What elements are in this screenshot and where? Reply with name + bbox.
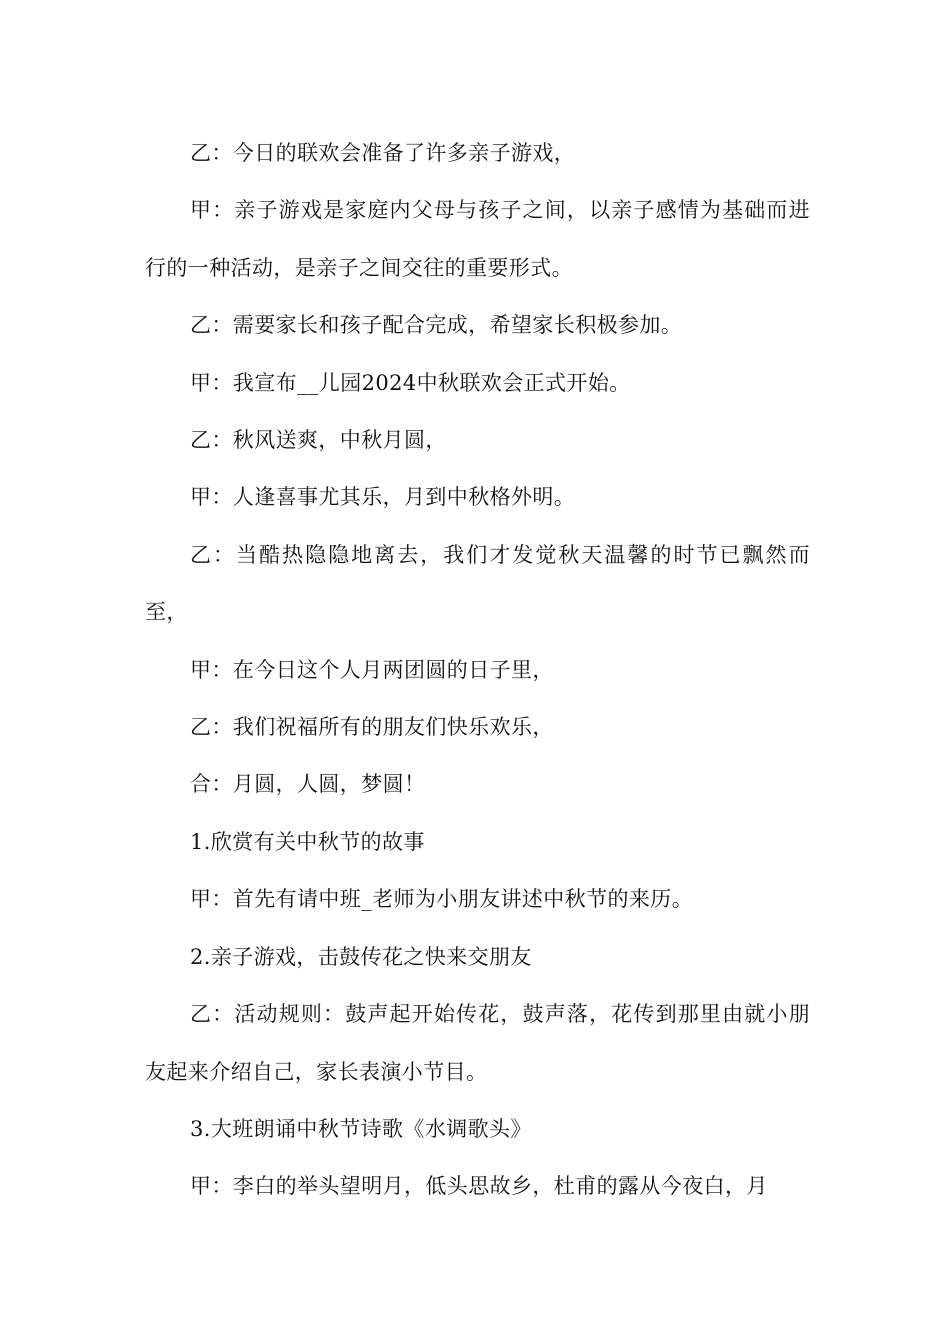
document-body [145,125,810,1216]
paragraph-5: 乙：秋风送爽，中秋月圆， [190,428,447,453]
section-heading-3: 3.大班朗诵中秋节诗歌《水调歌头》 [190,1116,532,1141]
paragraph-6: 甲：人逢喜事尤其乐，月到中秋格外明。 [190,485,576,510]
paragraph-7: 乙：当酷热隐隐地离去，我们才发觉秋天温馨的时节已飘然而至， [145,542,810,625]
paragraph-3: 乙：需要家长和孩子配合完成，希望家长积极参加。 [190,313,683,338]
paragraph-12: 甲：首先有请中班_老师为小朋友讲述中秋节的来历。 [190,887,694,912]
paragraph-16: 甲：李白的举头望明月，低头思故乡，杜甫的露从今夜白，月 [190,1174,768,1199]
section-heading-2: 2.亲子游戏，击鼓传花之快来交朋友 [190,944,532,969]
paragraph-9: 乙：我们祝福所有的朋友们快乐欢乐， [190,715,554,740]
paragraph-2: 甲：亲子游戏是家庭内父母与孩子之间，以亲子感情为基础而进行的一种活动，是亲子之间交往的重要形式。 [145,198,810,280]
paragraph-4: 甲：我宣布__儿园2024中秋联欢会正式开始。 [190,370,631,395]
section-heading-1: 1.欣赏有关中秋节的故事 [190,829,425,854]
paragraph-14: 乙：活动规则：鼓声起开始传花，鼓声落，花传到那里由就小朋友起来介绍自己，家长表演小节目。 [145,1002,810,1084]
paragraph-1: 乙：今日的联欢会准备了许多亲子游戏， [190,141,576,165]
paragraph-8: 甲：在今日这个人月两团圆的日子里， [190,657,554,682]
paragraph-10: 合：月圆，人圆，梦圆！ [190,772,426,797]
